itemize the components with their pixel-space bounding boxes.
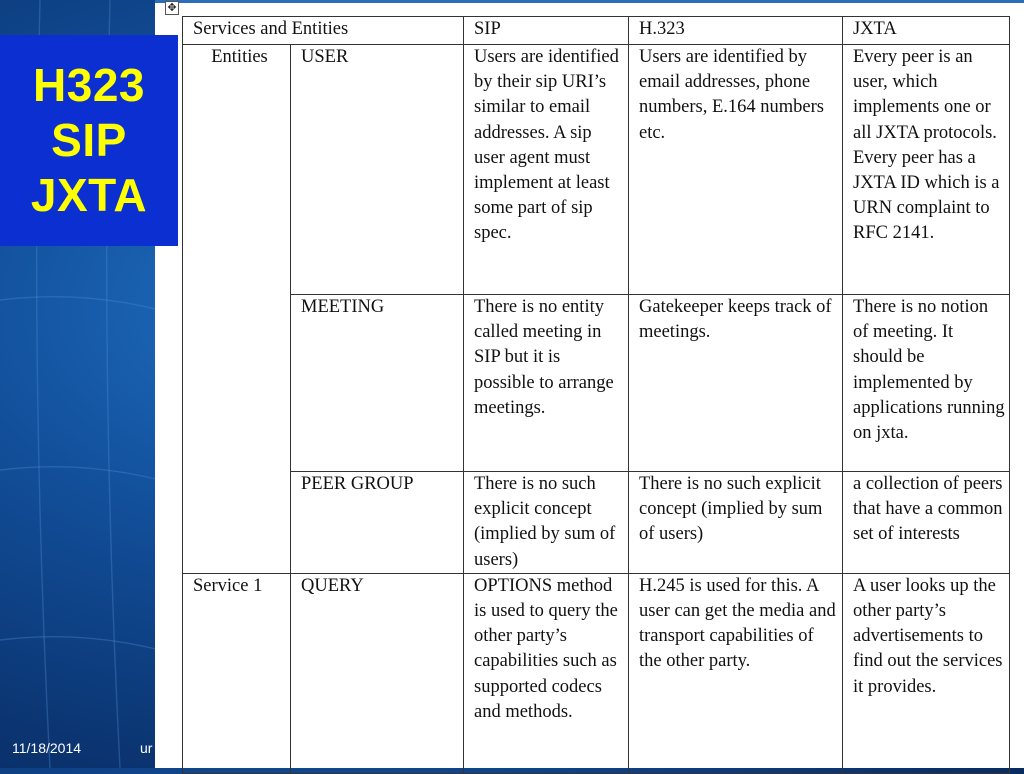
slide-title-line-1: H323: [33, 59, 145, 111]
cell-peer-group-sip: There is no such explicit concept (implied by sum of users): [464, 472, 629, 574]
cell-meeting-sip: There is no entity called meeting in SIP but it is possible to arrange meetings.: [464, 295, 629, 472]
group-label-service-1: Service 1: [183, 573, 291, 773]
cell-user-jxta: Every peer is an user, which implements one or all JXTA protocols. Every peer has a JXTA ID which is a URN complaint to RFC 2141.: [843, 45, 1010, 295]
header-jxta: JXTA: [843, 17, 1010, 45]
item-label-user: USER: [291, 45, 464, 295]
cell-query-h323: H.245 is used for this. A user can get the media and transport capabilities of the other party.: [629, 573, 843, 773]
slide-title-line-3: JXTA: [30, 169, 148, 221]
document-top-rule: [155, 0, 1024, 3]
cell-peer-group-jxta: a collection of peers that have a common set of interests: [843, 472, 1010, 574]
cell-user-h323: Users are identified by email addresses, phone numbers, E.164 numbers etc.: [629, 45, 843, 295]
table-row: [183, 295, 1010, 472]
header-h323: H.323: [629, 17, 843, 45]
item-label-query: QUERY: [291, 573, 464, 773]
footer-text-fragment: ur: [140, 740, 153, 756]
item-label-meeting: MEETING: [291, 295, 464, 472]
move-handle-icon[interactable]: ✥: [165, 1, 179, 15]
comparison-table: [182, 16, 1010, 774]
table-row: [183, 45, 1010, 295]
table-header-row: [183, 17, 1010, 45]
item-label-peer-group: PEER GROUP: [291, 472, 464, 574]
cell-meeting-jxta: There is no notion of meeting. It should be implemented by applications running on jxta.: [843, 295, 1010, 472]
cell-peer-group-h323: There is no such explicit concept (implied by sum of users): [629, 472, 843, 574]
footer-date: 11/18/2014: [12, 740, 82, 756]
header-sip: SIP: [464, 17, 629, 45]
cell-query-sip: OPTIONS method is used to query the other party’s capabilities such as supported codecs and methods.: [464, 573, 629, 773]
cell-meeting-h323: Gatekeeper keeps track of meetings.: [629, 295, 843, 472]
slide-title-line-2: SIP: [51, 114, 127, 166]
slide-title-box: [0, 35, 178, 246]
header-services-and-entities: Services and Entities: [183, 17, 464, 45]
cell-query-jxta: A user looks up the other party’s advertisements to find out the services it provides.: [843, 573, 1010, 773]
table-row: [183, 472, 1010, 574]
cell-user-sip: Users are identified by their sip URI’s similar to email addresses. A sip user agent must implement at least some part of sip spec.: [464, 45, 629, 295]
table-row: [183, 573, 1010, 773]
group-label-entities: Entities: [183, 45, 291, 574]
